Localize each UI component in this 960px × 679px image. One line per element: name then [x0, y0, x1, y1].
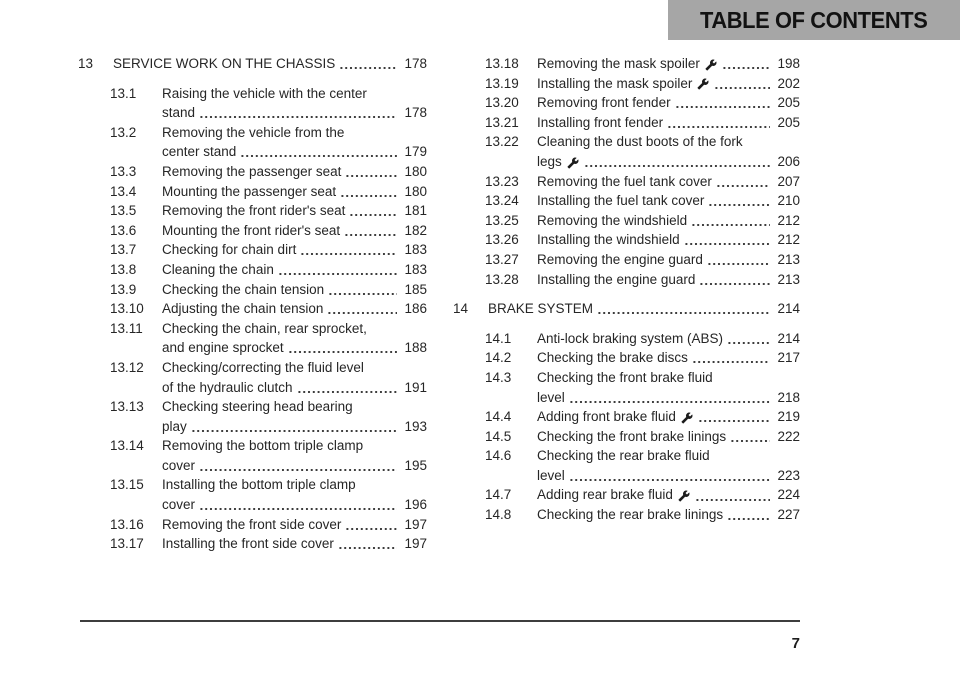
toc-entry-body	[537, 505, 800, 525]
toc-entry-title: Installing the windshield	[537, 232, 680, 248]
toc-entry-title: Cleaning the chain	[162, 261, 274, 277]
toc-entry-title-line: Checking/correcting the fluid level	[162, 359, 364, 375]
dot-leader	[198, 495, 397, 515]
dot-leader	[726, 329, 770, 349]
toc-entry-number: 13.27	[485, 251, 519, 267]
toc-entry-lastline	[537, 113, 800, 133]
dot-leader	[721, 54, 770, 74]
dot-leader	[326, 299, 397, 319]
dot-leader	[583, 152, 770, 172]
toc-entry-body	[537, 329, 800, 349]
toc-entry-row	[78, 123, 427, 162]
dot-leader	[726, 505, 770, 525]
toc-entry-body	[488, 299, 800, 319]
toc-entry-lastline	[537, 270, 800, 290]
toc-entry-number: 13.21	[485, 114, 519, 130]
toc-entry-body	[162, 84, 427, 123]
toc-entry-number: 13.9	[110, 281, 137, 297]
toc-entry-lastline	[537, 427, 800, 447]
toc-entry-page: 207	[777, 173, 800, 189]
toc-entry-lastline	[162, 280, 427, 300]
toc-entry-page: 214	[777, 330, 800, 346]
toc-entry-row	[453, 368, 800, 407]
toc-entry-row	[453, 74, 800, 94]
toc-entry-row	[453, 407, 800, 427]
toc-entry-title: Removing the fuel tank cover	[537, 173, 712, 189]
toc-entry-title: Removing the engine guard	[537, 251, 703, 267]
dot-leader	[715, 172, 770, 192]
toc-entry-page: 213	[777, 251, 800, 267]
toc-entry-row	[453, 250, 800, 270]
toc-entry-title: Checking for chain dirt	[162, 242, 297, 258]
dot-leader	[338, 54, 397, 74]
toc-entry-lastline	[537, 505, 800, 525]
toc-entry-row	[78, 515, 427, 535]
toc-entry-number: 14.5	[485, 428, 512, 444]
toc-entry-number: 13.28	[485, 271, 519, 287]
toc-entry-title-line: Checking the rear brake fluid	[537, 448, 710, 464]
toc-entry-body	[162, 201, 427, 221]
toc-entry-title: Installing front fender	[537, 114, 664, 130]
toc-entry-body	[162, 260, 427, 280]
toc-entry-lastline	[537, 93, 800, 113]
toc-entry-lastline	[113, 54, 427, 74]
toc-entry-body	[113, 54, 427, 74]
toc-chapter-row	[453, 299, 800, 319]
toc-entry-body	[537, 368, 800, 407]
toc-entry-body	[162, 397, 427, 436]
toc-entry-lastline	[537, 54, 800, 74]
toc-entry-number: 13.26	[485, 232, 519, 248]
dot-leader	[713, 74, 770, 94]
toc-entry-title: Removing the windshield	[537, 212, 688, 228]
footer-rule	[80, 620, 800, 622]
toc-entry-page: 205	[777, 95, 800, 111]
toc-column-right	[453, 54, 800, 525]
toc-entry-row	[453, 113, 800, 133]
toc-entry-page: 193	[404, 418, 427, 434]
toc-column-left	[78, 54, 427, 554]
toc-entry-title: BRAKE SYSTEM	[488, 301, 594, 317]
toc-entry-body	[537, 113, 800, 133]
toc-entry-title-line: Checking the chain, rear sprocket,	[162, 320, 367, 336]
toc-entry-number: 13.24	[485, 193, 519, 209]
toc-entry-title: Removing the front rider's seat	[162, 203, 346, 219]
wrench-icon	[681, 412, 693, 424]
toc-entry-title: play	[162, 418, 187, 434]
dot-leader	[694, 485, 770, 505]
dot-leader	[299, 240, 397, 260]
toc-entry-page: 183	[404, 261, 427, 277]
toc-entry-number: 13.4	[110, 183, 137, 199]
toc-entry-body	[537, 191, 800, 211]
toc-entry-row	[453, 191, 800, 211]
toc-entry-body	[537, 407, 800, 427]
toc-entry-number: 14.6	[485, 448, 512, 464]
toc-entry-row	[453, 270, 800, 290]
toc-entry-body	[162, 240, 427, 260]
toc-entry-lastline	[537, 485, 800, 505]
toc-entry-row	[78, 397, 427, 436]
toc-entry-title: stand	[162, 105, 196, 121]
toc-entry-lastline	[162, 515, 427, 535]
toc-entry-lastline	[537, 191, 800, 211]
toc-entry-body	[537, 172, 800, 192]
toc-entry-number: 13.6	[110, 222, 137, 238]
toc-entry-title: Checking the front brake linings	[537, 428, 727, 444]
toc-entry-number: 13.14	[110, 438, 144, 454]
dot-leader	[339, 182, 397, 202]
toc-entry-title: level	[537, 467, 565, 483]
toc-chapter-row	[78, 54, 427, 74]
toc-entry-body	[162, 436, 427, 475]
toc-entry-title: Installing the engine guard	[537, 271, 696, 287]
wrench-icon	[697, 78, 709, 90]
toc-entry-page: 205	[777, 114, 800, 130]
dot-leader	[729, 427, 770, 447]
toc-entry-lastline	[537, 152, 800, 172]
dot-leader	[683, 230, 770, 250]
toc-entry-lastline	[162, 299, 427, 319]
toc-entry-page: 180	[404, 163, 427, 179]
toc-entry-title-line: Installing the bottom triple clamp	[162, 477, 356, 493]
dot-leader	[707, 191, 770, 211]
toc-entry-number: 13.19	[485, 75, 519, 91]
toc-entry-lastline	[162, 534, 427, 554]
toc-entry-number: 13.23	[485, 173, 519, 189]
toc-entry-title-line: Checking steering head bearing	[162, 399, 353, 415]
toc-entry-row	[78, 84, 427, 123]
toc-entry-row	[78, 182, 427, 202]
toc-entry-page: 196	[404, 497, 427, 513]
toc-entry-lastline	[162, 338, 427, 358]
toc-entry-title: and engine sprocket	[162, 340, 284, 356]
toc-entry-row	[78, 240, 427, 260]
toc-entry-lastline	[162, 456, 427, 476]
wrench-icon	[705, 59, 717, 71]
toc-entry-row	[453, 132, 800, 171]
toc-entry-lastline	[162, 417, 427, 437]
toc-entry-lastline	[162, 162, 427, 182]
toc-entry-body	[537, 132, 800, 171]
toc-entry-title: legs	[537, 153, 562, 169]
dot-leader	[198, 456, 397, 476]
toc-entry-title: cover	[162, 497, 196, 513]
toc-entry-row	[453, 54, 800, 74]
toc-entry-body	[162, 358, 427, 397]
toc-entry-page: 178	[404, 105, 427, 121]
toc-entry-number: 13.7	[110, 242, 137, 258]
toc-entry-page: 202	[777, 75, 800, 91]
toc-entry-row	[453, 172, 800, 192]
toc-entry-title: Removing the mask spoiler	[537, 56, 700, 71]
toc-entry-number: 13.10	[110, 301, 144, 317]
toc-entry-lastline	[537, 230, 800, 250]
toc-entry-row	[78, 358, 427, 397]
toc-entry-row	[453, 485, 800, 505]
dot-leader	[666, 113, 770, 133]
dot-leader	[568, 466, 770, 486]
toc-entry-title: SERVICE WORK ON THE CHASSIS	[113, 56, 336, 71]
toc-entry-number: 13.5	[110, 203, 137, 219]
toc-entry-body	[162, 299, 427, 319]
toc-entry-title: Mounting the front rider's seat	[162, 222, 341, 238]
toc-entry-title: Checking the chain tension	[162, 281, 325, 297]
toc-entry-page: 227	[777, 507, 800, 523]
dot-leader	[287, 338, 397, 358]
toc-entry-title-line: Cleaning the dust boots of the fork	[537, 134, 743, 150]
toc-entry-row	[78, 436, 427, 475]
dot-leader	[327, 280, 397, 300]
toc-entry-body	[537, 54, 800, 74]
dot-leader	[344, 162, 397, 182]
toc-entry-number: 13.12	[110, 359, 144, 375]
dot-leader	[348, 201, 397, 221]
toc-entry-title: Installing the front side cover	[162, 536, 334, 552]
toc-entry-page: 179	[404, 144, 427, 160]
toc-entry-number: 13.8	[110, 261, 137, 277]
toc-entry-lastline	[162, 240, 427, 260]
toc-entry-page: 197	[404, 536, 427, 552]
toc-entry-title: Mounting the passenger seat	[162, 183, 337, 199]
toc-entry-number: 13.1	[110, 85, 137, 101]
toc-entry-row	[453, 93, 800, 113]
toc-entry-title: Removing the passenger seat	[162, 163, 342, 179]
toc-entry-lastline	[162, 103, 427, 123]
toc-entry-number: 13.13	[110, 399, 144, 415]
toc-entry-title-line: Removing the vehicle from the	[162, 124, 345, 140]
toc-entry-row	[453, 329, 800, 349]
toc-entry-page: 186	[404, 301, 427, 317]
toc-entry-body	[162, 280, 427, 300]
toc-entry-body	[537, 270, 800, 290]
toc-entry-row	[453, 211, 800, 231]
toc-entry-number: 14.7	[485, 487, 512, 503]
dot-leader	[344, 515, 397, 535]
toc-entry-title-line: Checking the front brake fluid	[537, 369, 713, 385]
toc-entry-body	[537, 485, 800, 505]
toc-entry-row	[78, 221, 427, 241]
toc-entry-lastline	[162, 378, 427, 398]
toc-entry-body	[162, 475, 427, 514]
toc-entry-row	[453, 348, 800, 368]
wrench-icon	[567, 157, 579, 169]
toc-entry-row	[78, 162, 427, 182]
toc-entry-page: 206	[777, 153, 800, 169]
toc-entry-lastline	[488, 299, 800, 319]
toc-entry-row	[453, 446, 800, 485]
toc-entry-row	[453, 230, 800, 250]
toc-entry-lastline	[162, 221, 427, 241]
toc-entry-row	[78, 534, 427, 554]
toc-entry-lastline	[537, 407, 800, 427]
dot-leader	[697, 407, 770, 427]
toc-entry-row	[78, 319, 427, 358]
toc-entry-page: 182	[404, 222, 427, 238]
toc-entry-lastline	[162, 495, 427, 515]
toc-entry-lastline	[537, 466, 800, 486]
toc-entry-title: Checking the brake discs	[537, 350, 688, 366]
toc-entry-title-line: Removing the bottom triple clamp	[162, 438, 364, 454]
toc-entry-body	[537, 250, 800, 270]
toc-entry-number: 14.1	[485, 330, 512, 346]
toc-entry-number: 14.8	[485, 507, 512, 523]
toc-entry-lastline	[537, 172, 800, 192]
toc-entry-number: 13.20	[485, 95, 519, 111]
toc-entry-row	[78, 260, 427, 280]
dot-leader	[239, 142, 397, 162]
page-header-banner	[668, 0, 960, 40]
toc-entry-body	[537, 348, 800, 368]
toc-entry-body	[537, 446, 800, 485]
dot-leader	[698, 270, 770, 290]
toc-entry-body	[537, 211, 800, 231]
toc-entry-lastline	[162, 182, 427, 202]
dot-leader	[691, 348, 770, 368]
toc-entry-title: cover	[162, 457, 196, 473]
toc-entry-page: 198	[777, 56, 800, 71]
toc-entry-page: 183	[404, 242, 427, 258]
toc-entry-page: 214	[777, 301, 800, 317]
toc-entry-title: Adding rear brake fluid	[537, 487, 673, 503]
toc-entry-page: 219	[777, 409, 800, 425]
toc-entry-title: Adjusting the chain tension	[162, 301, 324, 317]
toc-entry-number: 13.17	[110, 536, 144, 552]
dot-leader	[568, 388, 770, 408]
toc-entry-page: 197	[404, 516, 427, 532]
toc-entry-page: 212	[777, 232, 800, 248]
toc-entry-lastline	[537, 348, 800, 368]
toc-entry-number: 13.3	[110, 163, 137, 179]
toc-entry-page: 181	[404, 203, 427, 219]
dot-leader	[343, 221, 397, 241]
toc-entry-title: Checking the rear brake linings	[537, 507, 724, 523]
toc-entry-number: 13.18	[485, 56, 519, 71]
dot-leader	[690, 211, 770, 231]
toc-entry-page: 223	[777, 467, 800, 483]
toc-entry-page: 185	[404, 281, 427, 297]
toc-entry-page: 210	[777, 193, 800, 209]
toc-entry-title: of the hydraulic clutch	[162, 379, 293, 395]
dot-leader	[277, 260, 397, 280]
dot-leader	[296, 378, 397, 398]
dot-leader	[337, 534, 397, 554]
toc-entry-body	[537, 427, 800, 447]
toc-entry-body	[162, 162, 427, 182]
toc-entry-number: 14	[453, 301, 469, 317]
toc-entry-number: 13.15	[110, 477, 144, 493]
toc-entry-title: Installing the fuel tank cover	[537, 193, 705, 209]
toc-entry-title: Anti-lock braking system (ABS)	[537, 330, 724, 346]
toc-entry-row	[78, 299, 427, 319]
toc-entry-title: Removing the front side cover	[162, 516, 342, 532]
toc-entry-title: Installing the mask spoiler	[537, 75, 693, 91]
toc-entry-title: center stand	[162, 144, 237, 160]
toc-entry-lastline	[162, 201, 427, 221]
toc-entry-page: 195	[404, 457, 427, 473]
toc-entry-number: 13.11	[110, 320, 143, 336]
toc-entry-number: 13.2	[110, 124, 137, 140]
toc-entry-lastline	[162, 260, 427, 280]
toc-entry-title: level	[537, 389, 565, 405]
toc-entry-title: Removing front fender	[537, 95, 671, 111]
dot-leader	[706, 250, 770, 270]
toc-entry-number: 13.22	[485, 134, 519, 150]
toc-entry-body	[162, 515, 427, 535]
toc-entry-page: 188	[404, 340, 427, 356]
toc-entry-page: 217	[777, 350, 800, 366]
toc-entry-lastline	[162, 142, 427, 162]
dot-leader	[674, 93, 770, 113]
wrench-icon	[678, 490, 690, 502]
toc-entry-number: 14.3	[485, 369, 512, 385]
toc-entry-number: 14.2	[485, 350, 512, 366]
toc-entry-page: 224	[777, 487, 800, 503]
toc-entry-number: 13.16	[110, 516, 144, 532]
toc-entry-body	[537, 74, 800, 94]
page-number: 7	[791, 635, 800, 652]
toc-entry-number: 14.4	[485, 409, 512, 425]
toc-entry-page: 213	[777, 271, 800, 287]
toc-entry-lastline	[537, 250, 800, 270]
toc-entry-page: 212	[777, 212, 800, 228]
page-title: TABLE OF CONTENTS	[700, 6, 928, 33]
toc-entry-title: Adding front brake fluid	[537, 409, 676, 425]
toc-entry-lastline	[537, 211, 800, 231]
toc-entry-lastline	[537, 329, 800, 349]
dot-leader	[596, 299, 770, 319]
toc-entry-body	[162, 221, 427, 241]
toc-entry-body	[162, 534, 427, 554]
toc-entry-row	[78, 201, 427, 221]
toc-entry-page: 222	[777, 428, 800, 444]
toc-entry-lastline	[537, 388, 800, 408]
toc-entry-page: 178	[404, 56, 427, 71]
toc-entry-number: 13.25	[485, 212, 519, 228]
dot-leader	[198, 103, 397, 123]
toc-entry-page: 180	[404, 183, 427, 199]
toc-entry-lastline	[537, 74, 800, 94]
dot-leader	[190, 417, 397, 437]
toc-entry-number: 13	[78, 56, 94, 71]
toc-entry-row	[78, 475, 427, 514]
toc-entry-title-line: Raising the vehicle with the center	[162, 85, 367, 101]
toc-entry-page: 218	[777, 389, 800, 405]
toc-entry-row	[78, 280, 427, 300]
toc-entry-row	[453, 427, 800, 447]
toc-entry-row	[453, 505, 800, 525]
toc-entry-body	[162, 123, 427, 162]
toc-entry-body	[537, 230, 800, 250]
toc-entry-body	[537, 93, 800, 113]
toc-entry-page: 191	[404, 379, 427, 395]
toc-entry-body	[162, 182, 427, 202]
toc-entry-body	[162, 319, 427, 358]
